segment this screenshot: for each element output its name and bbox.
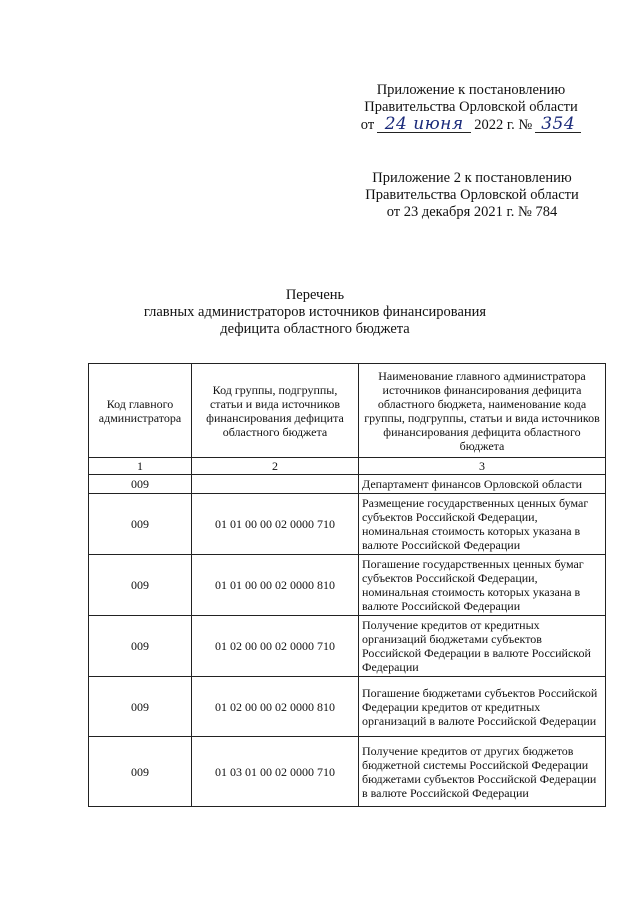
table-row bbox=[89, 677, 606, 737]
source-name-cell: Погашение бюджетами субъектов Российской Федерации кредитов от кредитных организаций в валюте Российской Федерации bbox=[359, 677, 606, 737]
admin-code-cell: 009 bbox=[89, 677, 192, 737]
title-line3: дефицита областного бюджета bbox=[220, 321, 410, 337]
source-code-cell: 01 03 01 00 02 0000 710 bbox=[192, 737, 359, 807]
appendix-current-block bbox=[352, 82, 590, 134]
column-number: 3 bbox=[359, 458, 606, 475]
department-source-code-empty bbox=[192, 475, 359, 494]
admin-code-cell: 009 bbox=[89, 737, 192, 807]
document-title bbox=[130, 287, 500, 338]
year-text: 2022 г. № bbox=[474, 117, 533, 133]
column-numbers-row bbox=[89, 458, 606, 475]
appendix-previous-block bbox=[352, 170, 592, 221]
column-number: 1 bbox=[89, 458, 192, 475]
department-name: Департамент финансов Орловской области bbox=[359, 475, 606, 494]
department-code: 009 bbox=[89, 475, 192, 494]
header-name: Наименование главного администратора источников финансирования дефицита областного бюджета, наименование кода группы, подгруппы, статьи и вида источников финансирования дефицита областного бюджета bbox=[359, 364, 606, 458]
column-number: 2 bbox=[192, 458, 359, 475]
appendix-previous-line1: Приложение 2 к постановлению bbox=[372, 170, 572, 186]
source-name-cell: Погашение государственных ценных бумаг субъектов Российской Федерации, номинальная стоимость которых указана в валюте Российской Федерации bbox=[359, 555, 606, 616]
table-row bbox=[89, 616, 606, 677]
handwritten-date: 24 июня bbox=[377, 116, 471, 133]
appendix-current-line1: Приложение к постановлению bbox=[376, 82, 566, 98]
table-row bbox=[89, 494, 606, 555]
source-name-cell: Размещение государственных ценных бумаг субъектов Российской Федерации, номинальная стоимость которых указана в валюте Российской Федерации bbox=[359, 494, 606, 555]
appendix-previous-line3: от 23 декабря 2021 г. № 784 bbox=[386, 204, 558, 220]
source-code-cell: 01 01 00 00 02 0000 710 bbox=[192, 494, 359, 555]
header-source-code: Код группы, подгруппы, статьи и вида источников финансирования дефицита областного бюджета bbox=[192, 364, 359, 458]
header-admin-code: Код главного администратора bbox=[89, 364, 192, 458]
administrators-table bbox=[88, 363, 606, 807]
appendix-previous-line2: Правительства Орловской области bbox=[365, 187, 579, 203]
date-prefix: от bbox=[360, 117, 375, 133]
source-name-cell: Получение кредитов от других бюджетов бюджетной системы Российской Федерации бюджетами субъектов Российской Федерации в валюте Российской Федерации bbox=[359, 737, 606, 807]
appendix-current-line2: Правительства Орловской области bbox=[364, 99, 578, 115]
source-code-cell: 01 02 00 00 02 0000 710 bbox=[192, 616, 359, 677]
source-code-cell: 01 01 00 00 02 0000 810 bbox=[192, 555, 359, 616]
admin-code-cell: 009 bbox=[89, 494, 192, 555]
title-line2: главных администраторов источников финансирования bbox=[143, 304, 487, 320]
department-row bbox=[89, 475, 606, 494]
source-code-cell: 01 02 00 00 02 0000 810 bbox=[192, 677, 359, 737]
source-name-cell: Получение кредитов от кредитных организаций бюджетами субъектов Российской Федерации в валюте Российской Федерации bbox=[359, 616, 606, 677]
table-row bbox=[89, 555, 606, 616]
table-row bbox=[89, 737, 606, 807]
appendix-current-date-line bbox=[352, 116, 590, 134]
admin-code-cell: 009 bbox=[89, 555, 192, 616]
table-header-row bbox=[89, 364, 606, 458]
handwritten-number: 354 bbox=[535, 116, 581, 133]
title-line1: Перечень bbox=[285, 287, 345, 303]
admin-code-cell: 009 bbox=[89, 616, 192, 677]
